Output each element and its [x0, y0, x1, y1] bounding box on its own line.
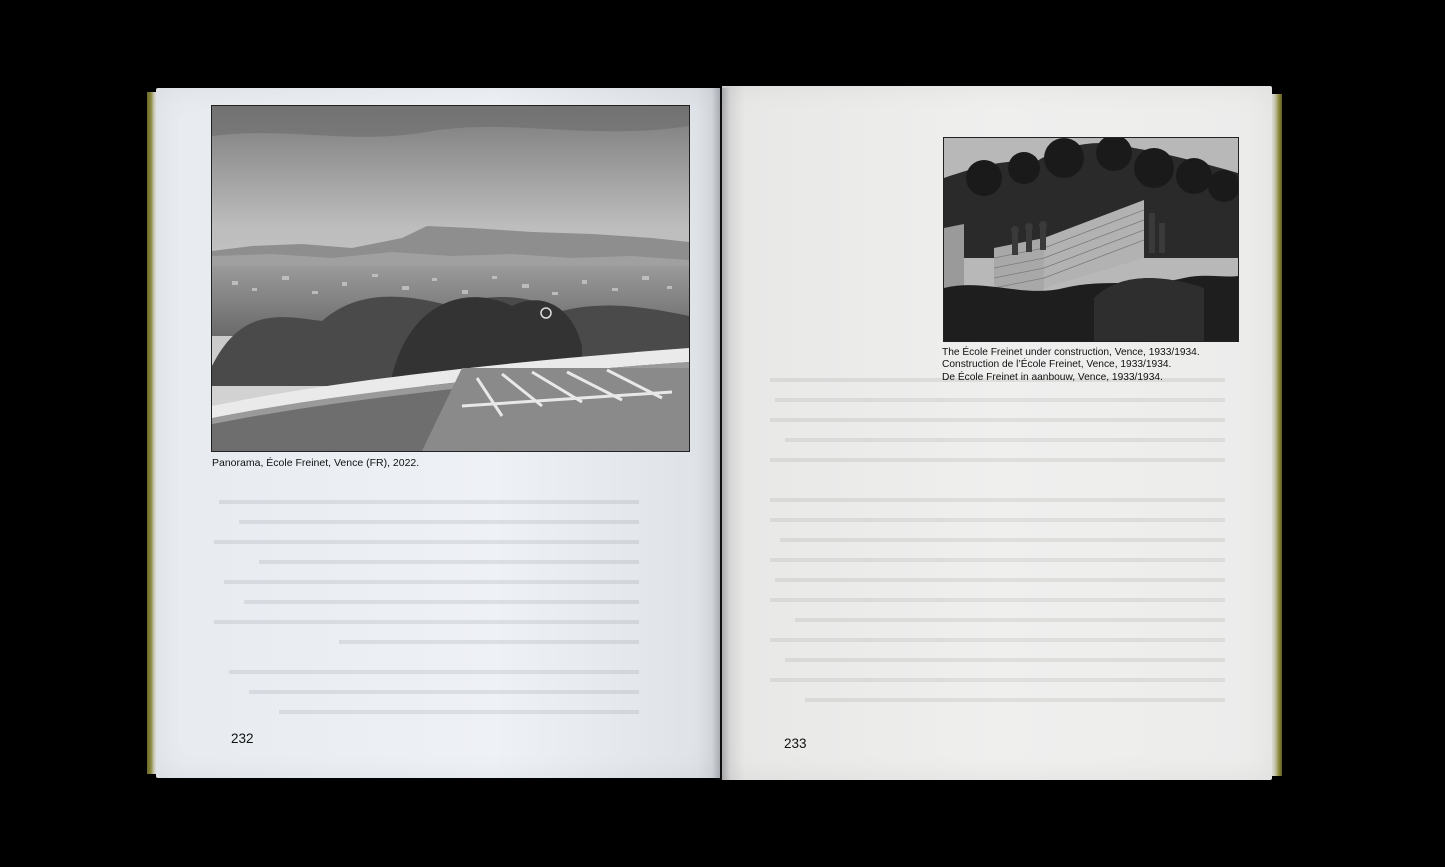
panorama-illustration [212, 106, 689, 451]
caption-line-fr: Construction de l’École Freinet, Vence, 1933/1934. [942, 359, 1172, 371]
page-number-left: 232 [231, 731, 254, 746]
panorama-caption: Panorama, École Freinet, Vence (FR), 2022. [212, 457, 420, 469]
page-number-right: 233 [784, 736, 807, 751]
construction-caption [942, 347, 1242, 384]
construction-photo [943, 137, 1239, 342]
construction-illustration [944, 138, 1238, 341]
book-gutter [712, 88, 730, 780]
caption-line-nl: De École Freinet in aanbouw, Vence, 1933/1934. [942, 371, 1163, 383]
caption-line-en: The École Freinet under construction, Vence, 1933/1934. [942, 347, 1200, 358]
panorama-photo [211, 105, 690, 452]
